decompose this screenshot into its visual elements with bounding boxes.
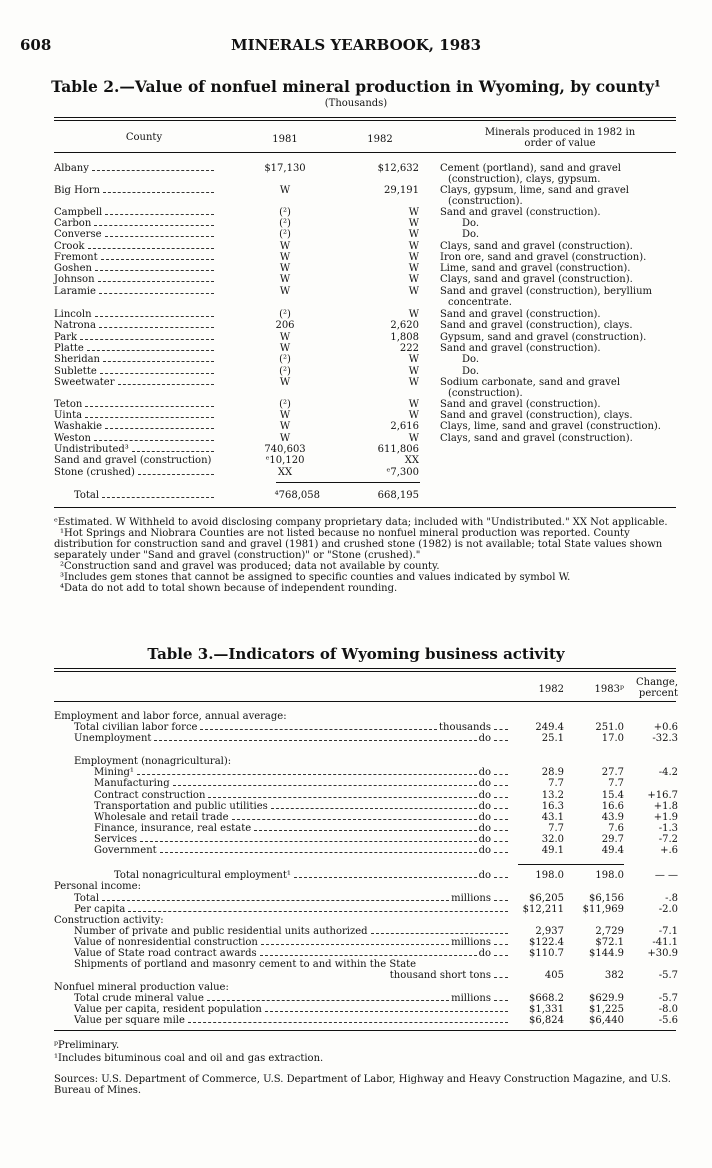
- table2-minerals-7: Lime, sand and gravel (construction).: [440, 263, 631, 274]
- table3-c-7: +1.8: [653, 801, 678, 812]
- unit-text: do: [478, 812, 491, 823]
- table3-a-15: $12,211: [522, 904, 564, 915]
- table2-total-rule: [276, 482, 420, 483]
- table2-1981-4: (²): [279, 229, 291, 240]
- unit-text: millions: [451, 993, 491, 1004]
- table3-a-17: 2,937: [535, 926, 564, 937]
- table3-label-19: [74, 948, 510, 959]
- row-label: Transportation and public utilities: [94, 801, 268, 812]
- table3-footnotes: [54, 1040, 676, 1096]
- table3-c-10: -7.2: [658, 834, 678, 845]
- table2-minerals-13: Sand and gravel (construction).: [440, 343, 601, 354]
- table2-total-1981: ⁴768,058: [274, 490, 320, 501]
- row-label: Value of nonresidential construction: [74, 937, 258, 948]
- table3-b-19: $144.9: [589, 948, 624, 959]
- table3-a-24: $1,331: [529, 1004, 564, 1015]
- table3-a-2: 25.1: [541, 733, 564, 744]
- table3-b-15: $11,969: [582, 904, 624, 915]
- table2-1982-20: W: [408, 433, 419, 444]
- table3-c-4: -4.2: [658, 767, 678, 778]
- table2-county-6: [54, 252, 216, 263]
- table3-label-12: [114, 870, 510, 881]
- table2-1982-5: W: [408, 241, 419, 252]
- county-name: Washakie: [54, 421, 103, 432]
- table2-minerals-6: Iron ore, sand and gravel (construction).: [440, 252, 647, 263]
- table3-label-3: Employment (nonagricultural):: [74, 756, 232, 767]
- county-name: Albany: [54, 163, 89, 174]
- row-label: Total nonagricultural employment¹: [114, 870, 291, 881]
- table3-label-18: [74, 937, 510, 948]
- table2-county-2: [54, 207, 216, 218]
- table2-county-11: [54, 320, 216, 331]
- table3-b-17: 2,729: [595, 926, 624, 937]
- table3-empty-change-12: — —: [654, 870, 678, 881]
- table2-1982-13: 222: [399, 343, 419, 354]
- table2-1981-20: W: [279, 433, 291, 444]
- table3-b-23: $629.9: [589, 993, 624, 1004]
- table3-c-17: -7.1: [658, 926, 678, 937]
- county-name: Converse: [54, 229, 102, 240]
- table3-c-2: -32.3: [652, 733, 678, 744]
- table3-label-8: [94, 812, 510, 823]
- table2-county-15: [54, 366, 216, 377]
- table2-county-1: [54, 185, 216, 196]
- table2-county-3: [54, 218, 216, 229]
- county-name: Crook: [54, 241, 85, 252]
- table3-header-1983: 1983ᵖ: [594, 684, 624, 695]
- county-name: Stone (crushed): [54, 467, 135, 478]
- unit-text: do: [478, 733, 491, 744]
- table3-label-6: [94, 790, 510, 801]
- table2-minerals-5: Clays, sand and gravel (construction).: [440, 241, 633, 252]
- table2-county-13: [54, 343, 216, 354]
- table2-1981-0: $17,130: [264, 163, 306, 174]
- table2-1981-1: W: [279, 185, 291, 196]
- unit-text: do: [478, 834, 491, 845]
- table3-c-18: -41.1: [652, 937, 678, 948]
- row-label: Value per capita, resident population: [74, 1004, 262, 1015]
- table2-minerals-4: Do.: [462, 229, 480, 240]
- unit-text: thousand short tons: [389, 970, 491, 981]
- table3-c-6: +16.7: [647, 790, 678, 801]
- table2-1981-17: (²): [279, 399, 291, 410]
- table2-header-1981: 1981: [272, 134, 298, 145]
- county-name: Weston: [54, 433, 91, 444]
- table2-minerals-16: Sodium carbonate, sand and gravel (construction).: [440, 377, 621, 399]
- table2-1982-4: W: [408, 229, 419, 240]
- table3-label-9: [94, 823, 510, 834]
- row-label: Wholesale and retail trade: [94, 812, 229, 823]
- table3-b-5: 7.7: [608, 778, 624, 789]
- county-name: Sublette: [54, 366, 97, 377]
- row-label: Total civilian labor force: [74, 722, 198, 733]
- table3-label-2: [74, 733, 510, 744]
- table3-label-14: [74, 893, 510, 904]
- row-label: Finance, insurance, real estate: [94, 823, 252, 834]
- table3-c-8: +1.9: [653, 812, 678, 823]
- table3-b-11: 49.4: [601, 845, 624, 856]
- table3-label-4: [94, 767, 510, 778]
- table3-label-13: Personal income:: [54, 881, 141, 892]
- table2-1982-2: W: [408, 207, 419, 218]
- table2-1981-19: W: [279, 421, 291, 432]
- table2-1982-11: 2,620: [390, 320, 419, 331]
- unit-text: thousands: [439, 722, 491, 733]
- running-head: MINERALS YEARBOOK, 1983: [230, 36, 482, 54]
- table2-header-county: County: [125, 132, 163, 143]
- county-name: Johnson: [54, 274, 95, 285]
- county-name: Sheridan: [54, 354, 100, 365]
- table2-county-10: [54, 309, 216, 320]
- table2-county-16: [54, 377, 216, 388]
- table2-county-12: [54, 332, 216, 343]
- table3-top-rule-2: [54, 671, 676, 672]
- table3-label-7: [94, 801, 510, 812]
- table2-footnote-4: ⁴Data do not add to total shown because of independent rounding.: [60, 583, 398, 594]
- table3-label-11: [94, 845, 510, 856]
- row-label: Manufacturing: [94, 778, 170, 789]
- table3-bottom-rule: [54, 1030, 676, 1031]
- table2-county-7: [54, 263, 216, 274]
- table2-minerals-9: Sand and gravel (construction), beryllium concentrate.: [440, 286, 653, 308]
- table3-a-25: $6,824: [529, 1015, 564, 1026]
- table3-b-14: $6,156: [589, 893, 624, 904]
- table2-county-20: [54, 433, 216, 444]
- table2-total-label: [74, 490, 216, 501]
- table2-1982-22: XX: [404, 455, 419, 466]
- table3-title: Table 3.—Indicators of Wyoming business activity: [147, 645, 565, 663]
- row-label: Value per square mile: [74, 1015, 185, 1026]
- table2-minerals-15: Do.: [462, 366, 480, 377]
- table3-c-25: -5.6: [658, 1015, 678, 1026]
- table3-top-rule: [54, 668, 676, 669]
- table2-county-8: [54, 274, 216, 285]
- table2-1981-13: W: [279, 343, 291, 354]
- table2-1981-16: W: [279, 377, 291, 388]
- table2-header-1982: 1982: [367, 134, 393, 145]
- table2-1982-8: W: [408, 274, 419, 285]
- table3-b-25: $6,440: [589, 1015, 624, 1026]
- unit-text: do: [478, 948, 491, 959]
- table3-a-12: 198.0: [535, 870, 564, 881]
- table2-header-minerals: Minerals produced in 1982 in order of value: [484, 127, 636, 149]
- table2-1981-5: W: [279, 241, 291, 252]
- unit-text: do: [478, 767, 491, 778]
- table3-c-23: -5.7: [658, 993, 678, 1004]
- table2-county-18: [54, 410, 216, 421]
- county-name: Teton: [54, 399, 83, 410]
- table2-1981-15: (²): [279, 366, 291, 377]
- county-name: Undistributed³: [54, 444, 129, 455]
- table2-1982-3: W: [408, 218, 419, 229]
- unit-text: millions: [451, 893, 491, 904]
- table3-label-23: [74, 993, 510, 1004]
- unit-text: do: [478, 823, 491, 834]
- row-label: Government: [94, 845, 157, 856]
- table3-label-21: [300, 970, 510, 981]
- unit-text: do: [478, 778, 491, 789]
- table3-header-1982: 1982: [538, 684, 564, 695]
- table2-1982-10: W: [408, 309, 419, 320]
- table2-county-5: [54, 241, 216, 252]
- table3-a-4: 28.9: [541, 767, 564, 778]
- table3-c-1: +0.6: [653, 722, 678, 733]
- row-label: Services: [94, 834, 138, 845]
- table3-b-21: 382: [604, 970, 624, 981]
- county-name: Campbell: [54, 207, 103, 218]
- table2-minerals-2: Sand and gravel (construction).: [440, 207, 601, 218]
- table3-sources: Sources: U.S. Department of Commerce, U.S. Department of Labor, Highway and Heavy Construction Magazine, and U.S. Bureau of Mines.: [54, 1074, 671, 1096]
- table3-c-21: -5.7: [658, 970, 678, 981]
- table2-county-4: [54, 229, 216, 240]
- table3-b-24: $1,225: [589, 1004, 624, 1015]
- table3-c-9: -1.3: [658, 823, 678, 834]
- unit-text: do: [478, 870, 491, 881]
- table3-a-23: $668.2: [529, 993, 564, 1004]
- table2-footnote-0: ᵉEstimated. W Withheld to avoid disclosing company proprietary data; included with "Undistributed." XX Not applicable.: [54, 517, 668, 528]
- table3-label-20: Shipments of portland and masonry cement to and within the State: [74, 959, 417, 970]
- table2-minerals-18: Sand and gravel (construction), clays.: [440, 410, 633, 421]
- table3-a-21: 405: [544, 970, 564, 981]
- table2-county-22: [54, 455, 216, 466]
- table3-label-24: [74, 1004, 510, 1015]
- county-name: Uinta: [54, 410, 83, 421]
- county-name: Lincoln: [54, 309, 92, 320]
- table2-1982-16: W: [408, 377, 419, 388]
- table2-footnote-1: ¹Hot Springs and Niobrara Counties are not listed because no nonfuel mineral production was reported. County distribution for construction sand and gravel (1981) and crushed stone (1982) is not available; total State values shown separately under "Sand and gravel (construction)" or "Stone (crushed).": [54, 528, 663, 561]
- table3-c-15: -2.0: [658, 904, 678, 915]
- county-name: Big Horn: [54, 185, 101, 196]
- table3-a-1: 249.4: [535, 722, 564, 733]
- table3-b-9: 7.6: [608, 823, 624, 834]
- row-label: Contract construction: [94, 790, 206, 801]
- table2-subtitle: (Thousands): [324, 98, 388, 109]
- table3-b-4: 27.7: [601, 767, 624, 778]
- table2-minerals-20: Clays, sand and gravel (construction).: [440, 433, 633, 444]
- table2-county-14: [54, 354, 216, 365]
- table2-1982-15: W: [408, 366, 419, 377]
- table2-1982-21: 611,806: [377, 444, 419, 455]
- table2-1981-22: ᵉ10,120: [265, 455, 305, 466]
- table3-a-10: 32.0: [541, 834, 564, 845]
- county-name: Fremont: [54, 252, 98, 263]
- table3-c-14: -.8: [665, 893, 678, 904]
- table2-1982-14: W: [408, 354, 419, 365]
- row-label: Unemployment: [74, 733, 152, 744]
- table3-b-10: 29.7: [601, 834, 624, 845]
- table2-1981-21: 740,603: [264, 444, 306, 455]
- county-name: Platte: [54, 343, 84, 354]
- table3-b-8: 43.9: [601, 812, 624, 823]
- county-name: Goshen: [54, 263, 92, 274]
- table3-header-rule: [54, 701, 676, 702]
- row-label: Value of State road contract awards: [74, 948, 257, 959]
- table2-1981-12: W: [279, 332, 291, 343]
- table3-a-9: 7.7: [548, 823, 564, 834]
- row-label: Total crude mineral value: [74, 993, 204, 1004]
- table2-county-23: [54, 467, 216, 478]
- table3-label-5: [94, 778, 510, 789]
- table3-a-18: $122.4: [529, 937, 564, 948]
- table3-label-22: Nonfuel mineral production value:: [54, 982, 229, 993]
- row-label: Per capita: [74, 904, 126, 915]
- unit-text: do: [478, 790, 491, 801]
- table2-title: Table 2.—Value of nonfuel mineral production in Wyoming, by county¹: [51, 77, 661, 96]
- table2-county-0: [54, 163, 216, 174]
- table2-1981-14: (²): [279, 354, 291, 365]
- table2-1982-6: W: [408, 252, 419, 263]
- table2-1982-17: W: [408, 399, 419, 410]
- table3-a-7: 16.3: [541, 801, 564, 812]
- table2-minerals-11: Sand and gravel (construction), clays.: [440, 320, 633, 331]
- table2-1981-23: XX: [277, 467, 293, 478]
- table2-1982-23: ᵉ7,300: [386, 467, 419, 478]
- table2-minerals-3: Do.: [462, 218, 480, 229]
- table2-1981-10: (²): [279, 309, 291, 320]
- row-label: Mining¹: [94, 767, 134, 778]
- table2-footnotes: [54, 517, 676, 594]
- table2-minerals-12: Gypsum, sand and gravel (construction).: [440, 332, 647, 343]
- table3-b-12: 198.0: [595, 870, 624, 881]
- table2-1981-8: W: [279, 274, 291, 285]
- page-number: 608: [20, 36, 52, 54]
- table2-total-1982: 668,195: [377, 490, 419, 501]
- unit-text: millions: [451, 937, 491, 948]
- table3-b-2: 17.0: [601, 733, 624, 744]
- table3-a-14: $6,205: [529, 893, 564, 904]
- table2-minerals-17: Sand and gravel (construction).: [440, 399, 601, 410]
- table2-1982-0: $12,632: [377, 163, 419, 174]
- table2-1982-19: 2,616: [390, 421, 419, 432]
- table2-1982-12: 1,808: [390, 332, 419, 343]
- table3-label-15: [74, 904, 510, 915]
- table2-1981-11: 206: [275, 320, 295, 331]
- table2-minerals-14: Do.: [462, 354, 480, 365]
- county-name: Laramie: [54, 286, 96, 297]
- table3-label-16: Construction activity:: [54, 915, 164, 926]
- table3-label-0: Employment and labor force, annual average:: [54, 711, 287, 722]
- table3-footnote-1: ¹Includes bituminous coal and oil and gas extraction.: [54, 1053, 324, 1064]
- table2-1982-18: W: [408, 410, 419, 421]
- table3-a-8: 43.1: [541, 812, 564, 823]
- table3-a-5: 7.7: [548, 778, 564, 789]
- table2-1982-1: 29,191: [384, 185, 419, 196]
- table2-minerals-10: Sand and gravel (construction).: [440, 309, 601, 320]
- table3-label-1: [74, 722, 510, 733]
- table3-label-25: [74, 1015, 510, 1026]
- table2-footnote-3: ³Includes gem stones that cannot be assigned to specific counties and values indicated by symbol W.: [60, 572, 571, 583]
- county-name: Sand and gravel (construction): [54, 455, 212, 466]
- table2-county-17: [54, 399, 216, 410]
- table2-footnote-2: ²Construction sand and gravel was produced; data not available by county.: [60, 561, 440, 572]
- table2-1982-9: W: [408, 286, 419, 297]
- table3-b-6: 15.4: [601, 790, 624, 801]
- table2-1981-9: W: [279, 286, 291, 297]
- table3-c-24: -8.0: [658, 1004, 678, 1015]
- table3-footnote-0: ᵖPreliminary.: [54, 1040, 120, 1051]
- table3-header-change: Change, percent: [636, 677, 678, 699]
- table2-top-rule: [54, 117, 676, 118]
- table2-county-9: [54, 286, 216, 297]
- table2-1981-18: W: [279, 410, 291, 421]
- total-label-text: Total: [74, 490, 100, 501]
- table2-minerals-19: Clays, lime, sand and gravel (construction).: [440, 421, 661, 432]
- table3-a-11: 49.1: [541, 845, 564, 856]
- table3-label-10: [94, 834, 510, 845]
- table2-minerals-1: Clays, gypsum, lime, sand and gravel (construction).: [440, 185, 629, 207]
- table2-top-rule-2: [54, 120, 676, 121]
- table3-b-7: 16.6: [601, 801, 624, 812]
- county-name: Natrona: [54, 320, 96, 331]
- table2-1981-2: (²): [279, 207, 291, 218]
- county-name: Park: [54, 332, 78, 343]
- table2-1981-7: W: [279, 263, 291, 274]
- county-name: Sweetwater: [54, 377, 115, 388]
- table2-minerals-0: Cement (portland), sand and gravel (construction), clays, gypsum.: [440, 163, 621, 185]
- table3-a-19: $110.7: [529, 948, 564, 959]
- table2-minerals-8: Clays, sand and gravel (construction).: [440, 274, 633, 285]
- unit-text: do: [478, 845, 491, 856]
- county-name: Carbon: [54, 218, 92, 229]
- row-label: Number of private and public residential units authorized: [74, 926, 368, 937]
- table3-subtotal-rule: [518, 864, 624, 865]
- table2-bottom-rule: [54, 507, 676, 508]
- table3-b-18: $72.1: [595, 937, 624, 948]
- table2-county-21: [54, 444, 216, 455]
- table3-label-17: [74, 926, 510, 937]
- table3-b-1: 251.0: [595, 722, 624, 733]
- table2-county-19: [54, 421, 216, 432]
- table2-1981-3: (²): [279, 218, 291, 229]
- table2-header-rule: [54, 152, 676, 153]
- row-label: Total: [74, 893, 100, 904]
- table3-a-6: 13.2: [541, 790, 564, 801]
- unit-text: do: [478, 801, 491, 812]
- table2-1981-6: W: [279, 252, 291, 263]
- table3-c-11: +.6: [660, 845, 678, 856]
- table3-c-19: +30.9: [647, 948, 678, 959]
- table2-1982-7: W: [408, 263, 419, 274]
